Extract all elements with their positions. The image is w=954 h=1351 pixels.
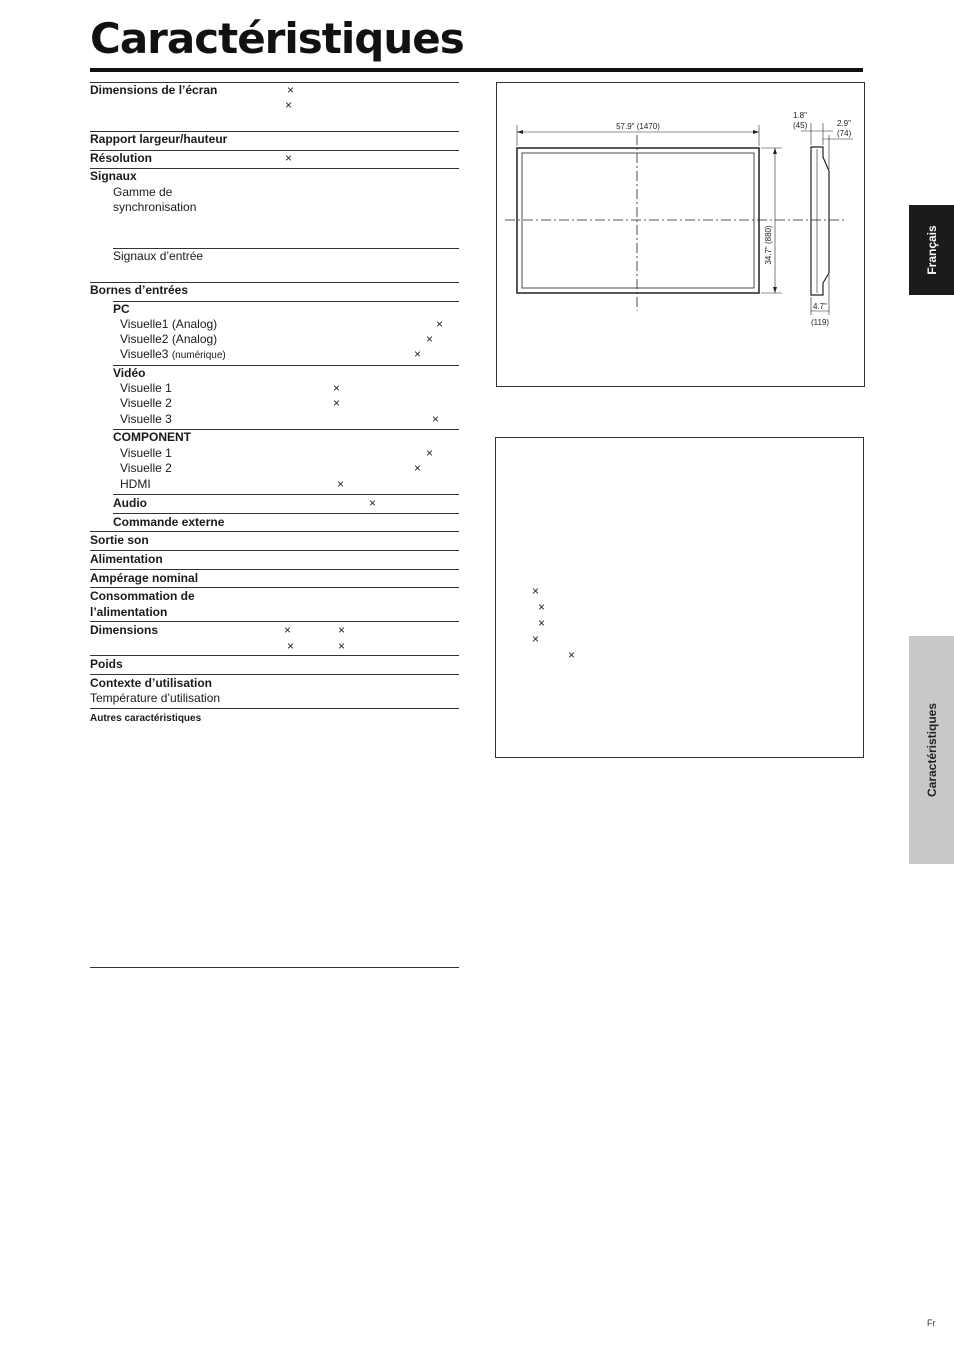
label-weight: Poids xyxy=(90,657,123,671)
label-aspect: Rapport largeur/hauteur xyxy=(90,132,228,146)
visual3-text: Visuelle3 xyxy=(120,347,169,361)
times-sign: × xyxy=(532,632,540,646)
times-sign: × xyxy=(538,616,546,630)
label-hdmi: HDMI xyxy=(120,477,151,491)
times-sign: × xyxy=(436,317,444,331)
times-sign: × xyxy=(333,381,341,395)
label-input-terminals: Bornes d’entrées xyxy=(90,283,189,297)
depth-top-label: 1.8" xyxy=(793,111,807,120)
notes-box xyxy=(495,437,864,758)
times-sign: × xyxy=(426,446,434,460)
label-audio: Audio xyxy=(113,496,147,510)
tab-language xyxy=(909,205,954,295)
divider xyxy=(90,674,459,675)
depth-top-mm: (45) xyxy=(793,121,808,130)
times-sign: × xyxy=(337,477,345,491)
times-sign: × xyxy=(338,639,346,653)
label-comp-v2: Visuelle 2 xyxy=(120,461,172,475)
label-dimensions: Dimensions xyxy=(90,623,159,637)
numerique-text: (numérique) xyxy=(171,350,226,361)
dimension-diagram xyxy=(497,83,864,386)
tab-section xyxy=(909,636,954,864)
times-sign: × xyxy=(338,623,346,637)
label-visual3 xyxy=(120,347,226,363)
label-visual2-analog: Visuelle2 (Analog) xyxy=(120,332,218,346)
tab-section-label: Caractéristiques xyxy=(924,702,939,798)
label-input-signals: Signaux d’entrée xyxy=(113,249,204,263)
divider xyxy=(90,587,459,588)
times-sign: × xyxy=(532,584,540,598)
page-footer: Fr xyxy=(927,1318,936,1328)
times-sign: × xyxy=(426,332,434,346)
divider xyxy=(90,621,459,622)
panel-screen xyxy=(522,153,754,288)
times-sign: × xyxy=(538,600,546,614)
label-sync-range: Gamme de xyxy=(113,185,173,199)
tab-language-label: Français xyxy=(924,225,939,275)
height-label: 34.7" (880) xyxy=(764,225,773,265)
title-rule xyxy=(90,68,863,72)
depth-bottom-mm: (119) xyxy=(811,318,830,327)
times-sign: × xyxy=(333,396,341,410)
page-title: Caractéristiques xyxy=(90,14,464,63)
depth-right-label: 2.9" xyxy=(837,119,851,128)
label-video: Vidéo xyxy=(113,366,146,380)
times-sign: × xyxy=(287,639,295,653)
times-sign: × xyxy=(568,648,576,662)
label-comp-v1: Visuelle 1 xyxy=(120,446,172,460)
label-ext-control: Commande externe xyxy=(113,515,225,529)
times-sign: × xyxy=(284,623,292,637)
depth-right-mm: (74) xyxy=(837,129,852,138)
times-sign: × xyxy=(414,461,422,475)
label-video-v3: Visuelle 3 xyxy=(120,412,172,426)
times-sign: × xyxy=(369,496,377,510)
depth-bottom-label: 4.7" xyxy=(813,302,827,311)
label-consumption-2: l’alimentation xyxy=(90,605,168,619)
times-sign: × xyxy=(414,347,422,361)
label-environment: Contexte d’utilisation xyxy=(90,676,213,690)
label-op-temp: Température d’utilisation xyxy=(90,691,221,705)
label-screen-dims: Dimensions de l’écran xyxy=(90,83,218,97)
label-rated-current: Ampérage nominal xyxy=(90,571,199,585)
label-other: Autres caractéristiques xyxy=(90,713,202,724)
divider xyxy=(90,531,459,532)
times-sign: × xyxy=(432,412,440,426)
label-consumption: Consommation de xyxy=(90,589,195,603)
label-signals: Signaux xyxy=(90,169,137,183)
side-profile xyxy=(811,147,829,295)
label-video-v1: Visuelle 1 xyxy=(120,381,172,395)
divider xyxy=(90,655,459,656)
width-label: 57.9" (1470) xyxy=(616,122,660,131)
label-power: Alimentation xyxy=(90,552,163,566)
divider xyxy=(113,513,459,514)
label-sound-out: Sortie son xyxy=(90,533,149,547)
label-resolution: Résolution xyxy=(90,151,152,165)
panel-outline xyxy=(517,148,759,293)
divider xyxy=(113,301,459,302)
divider xyxy=(113,494,459,495)
times-sign: × xyxy=(285,98,293,112)
divider xyxy=(90,168,459,169)
dimension-diagram-box xyxy=(496,82,865,387)
divider xyxy=(113,365,459,366)
label-sync-range-2: synchronisation xyxy=(113,200,197,214)
label-pc: PC xyxy=(113,302,130,316)
times-sign: × xyxy=(287,83,295,97)
label-video-v2: Visuelle 2 xyxy=(120,396,172,410)
divider xyxy=(90,708,459,709)
label-component: COMPONENT xyxy=(113,430,191,444)
label-visual1-analog: Visuelle1 (Analog) xyxy=(120,317,218,331)
divider xyxy=(90,550,459,551)
times-sign: × xyxy=(285,151,293,165)
divider xyxy=(90,967,459,968)
divider xyxy=(90,569,459,570)
